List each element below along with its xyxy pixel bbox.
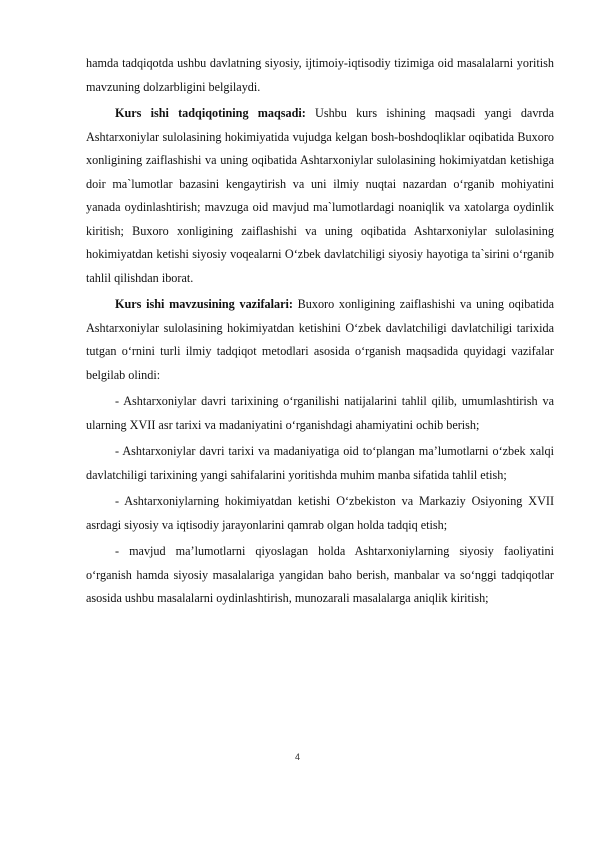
paragraph-research-tasks (86, 293, 554, 387)
section-heading-tasks: Kurs ishi mavzusining vazifalari: (115, 297, 293, 311)
list-item-task-2 (86, 440, 554, 487)
document-page (86, 52, 554, 614)
list-item-task-3 (86, 490, 554, 537)
list-item-text: - Ashtarxoniylar davri tarixining o‘rganilishi natijalarini tahlil qilib, umumlashtirish va ularning XVII asr tarixi va madaniyatini o‘rganishdagi ahamiyatini ochib berish; (86, 394, 554, 432)
paragraph-intro-continuation (86, 52, 554, 99)
page-number: 4 (294, 752, 300, 762)
list-item-task-4 (86, 540, 554, 611)
section-heading-goal: Kurs ishi tadqiqotining maqsadi: (115, 106, 306, 120)
list-item-text: - mavjud ma’lumotlarni qiyoslagan holda Ashtarxoniylarning siyosiy faoliyatini o‘rganish hamda siyosiy masalalariga yangidan baho berish, manbalar va so‘nggi tadqiqotlar asosida ushbu masalalarni oydinlashtirish, munozarali masalalarga aniqlik kiritish; (86, 544, 554, 605)
list-item-text: - Ashtarxoniylar davri tarixi va madaniyatiga oid to‘plangan ma’lumotlarni o‘zbek xalqi davlatchiligi tarixining yangi sahifalarini yoritishda muhim manba sifatida tahlil etish; (86, 444, 554, 482)
paragraph-research-goal (86, 102, 554, 290)
list-item-text: - Ashtarxoniylarning hokimiyatdan ketishi O‘zbekiston va Markaziy Osiyoning XVII asrdagi siyosiy va iqtisodiy jarayonlarini qamrab olgan holda tadqiq etish; (86, 494, 554, 532)
paragraph-text: Buxoro xonligining zaiflashishi va uning oqibatida Ashtarxoniylar sulolasining hokimiyatdan ketishini O‘zbek davlatchiligi davlatchiligi tarixida tutgan o‘rnini turli ilmiy tadqiqot metodlari asosida o‘rganish maqsadida quyidagi vazifalar belgilab olindi: (86, 297, 554, 382)
paragraph-text: Ushbu kurs ishining maqsadi yangi davrda Ashtarxoniylar sulolasining hokimiyatida vujudga kelgan bosh-boshdoqliklar oqibatida Buxoro xonligining zaiflashishi va uning oqibatida Ashtarxoniylar sulolasining hokimiyatdan ketishiga doir ma`lumotlar bazasini kengaytirish va uni ilmiy nuqtai nazardan o‘rganib mohiyatini yanada oydinlashtirish; mavzuga oid mavjud ma`lumotlardagi noaniqlik va xatolarga oydinlik kiritish; Buxoro xonligining zaiflashishi va uning oqibatida Ashtarxoniylar sulolasining hokimiyatdan ketishi siyosiy voqealarni O‘zbek davlatchiligi siyosiy hayotiga ta`sirini o‘rganib tahlil qilishdan iborat. (86, 106, 554, 285)
paragraph-text: hamda tadqiqotda ushbu davlatning siyosiy, ijtimoiy-iqtisodiy tizimiga oid masalalarni yoritish mavzuning dolzarbligini belgilaydi. (86, 56, 554, 94)
list-item-task-1 (86, 390, 554, 437)
